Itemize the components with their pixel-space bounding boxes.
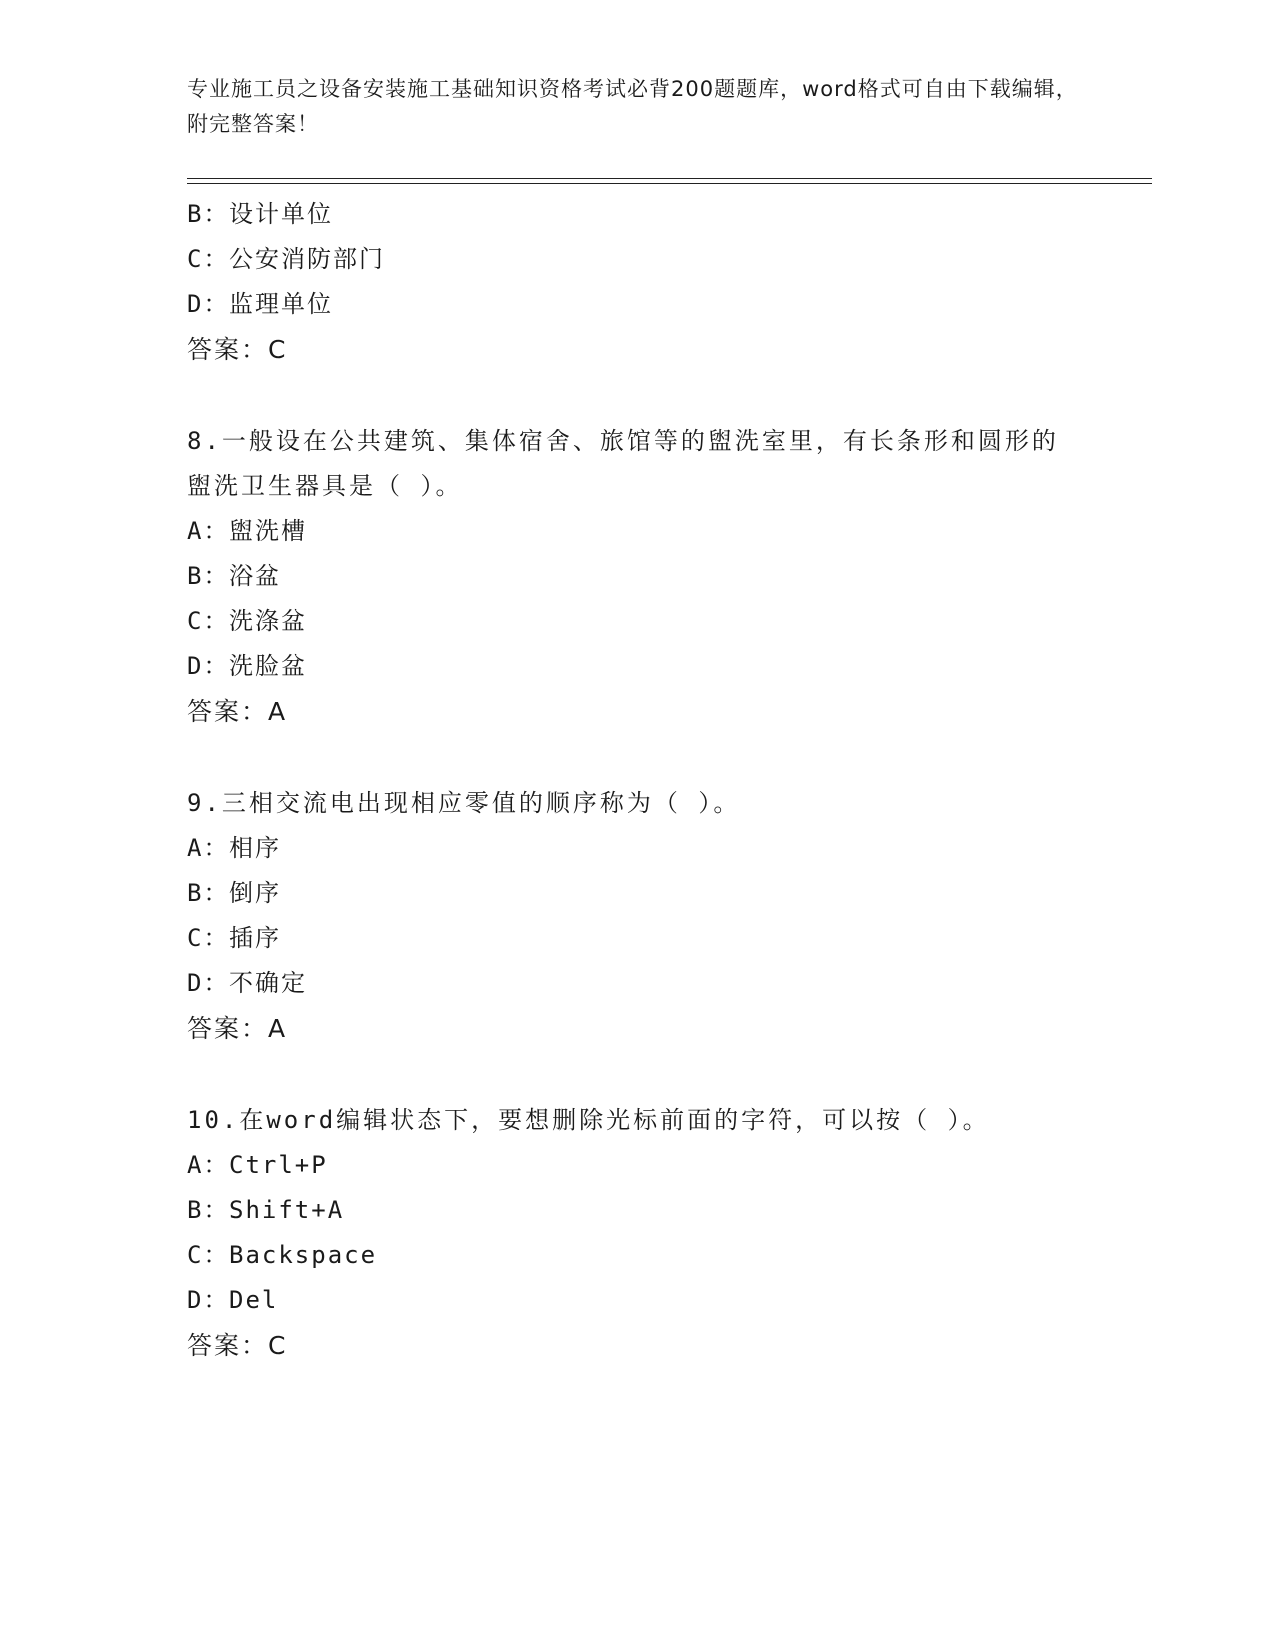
option-key: D： <box>187 652 230 680</box>
option-text: 洗脸盆 <box>229 652 307 680</box>
option-key: B： <box>187 879 230 907</box>
option-key: C： <box>187 607 230 635</box>
option-key: C： <box>187 1241 230 1269</box>
option-key: A： <box>187 834 230 862</box>
option-text: 盥洗槽 <box>229 517 307 545</box>
option-key: B： <box>187 200 230 228</box>
option-a <box>187 509 1087 554</box>
option-b <box>187 192 1087 237</box>
answer-line: 答案：C <box>187 335 288 364</box>
option-c <box>187 237 1087 282</box>
option-text: Shift+A <box>229 1196 345 1224</box>
document-header <box>187 72 1087 142</box>
header-divider-top <box>187 178 1152 179</box>
option-key: C： <box>187 924 230 952</box>
option-b <box>187 554 1087 599</box>
option-b <box>187 1188 1087 1233</box>
option-text: 监理单位 <box>229 290 333 318</box>
option-c <box>187 916 1087 961</box>
option-d <box>187 282 1087 327</box>
question-list <box>187 192 1087 1368</box>
option-key: A： <box>187 517 230 545</box>
option-text: Del <box>229 1286 279 1314</box>
question-9 <box>187 781 1087 1051</box>
option-text: Backspace <box>229 1241 378 1269</box>
option-text: 浴盆 <box>229 562 281 590</box>
question-8 <box>187 419 1087 734</box>
option-key: B： <box>187 1196 230 1224</box>
option-key: A： <box>187 1151 230 1179</box>
option-a <box>187 1143 1087 1188</box>
option-d <box>187 1278 1087 1323</box>
answer-line: 答案：C <box>187 1331 288 1360</box>
answer-line: 答案：A <box>187 697 288 726</box>
option-key: D： <box>187 1286 230 1314</box>
header-title: 专业施工员之设备安装施工基础知识资格考试必背200题题库，word格式可自由下载编辑，附完整答案！ <box>187 77 1078 136</box>
question-7-partial <box>187 192 1087 372</box>
question-stem: 10.在word编辑状态下，要想删除光标前面的字符，可以按（ ）。 <box>187 1106 990 1134</box>
option-text: 相序 <box>229 834 281 862</box>
question-stem: 8.一般设在公共建筑、集体宿舍、旅馆等的盥洗室里，有长条形和圆形的盥洗卫生器具是（ ）。 <box>187 427 1059 500</box>
option-text: 洗涤盆 <box>229 607 307 635</box>
option-text: Ctrl+P <box>229 1151 328 1179</box>
answer-line: 答案：A <box>187 1014 288 1043</box>
option-key: D： <box>187 969 230 997</box>
option-c <box>187 599 1087 644</box>
option-text: 公安消防部门 <box>229 245 385 273</box>
option-key: B： <box>187 562 230 590</box>
option-text: 不确定 <box>229 969 307 997</box>
option-text: 倒序 <box>229 879 281 907</box>
option-key: D： <box>187 290 230 318</box>
option-b <box>187 871 1087 916</box>
question-stem: 9.三相交流电出现相应零值的顺序称为（ ）。 <box>187 789 741 817</box>
option-a <box>187 826 1087 871</box>
option-c <box>187 1233 1087 1278</box>
header-divider-bottom <box>187 183 1152 184</box>
option-d <box>187 961 1087 1006</box>
option-text: 设计单位 <box>229 200 333 228</box>
question-10 <box>187 1098 1087 1368</box>
option-text: 插序 <box>229 924 281 952</box>
option-key: C： <box>187 245 230 273</box>
option-d <box>187 644 1087 689</box>
